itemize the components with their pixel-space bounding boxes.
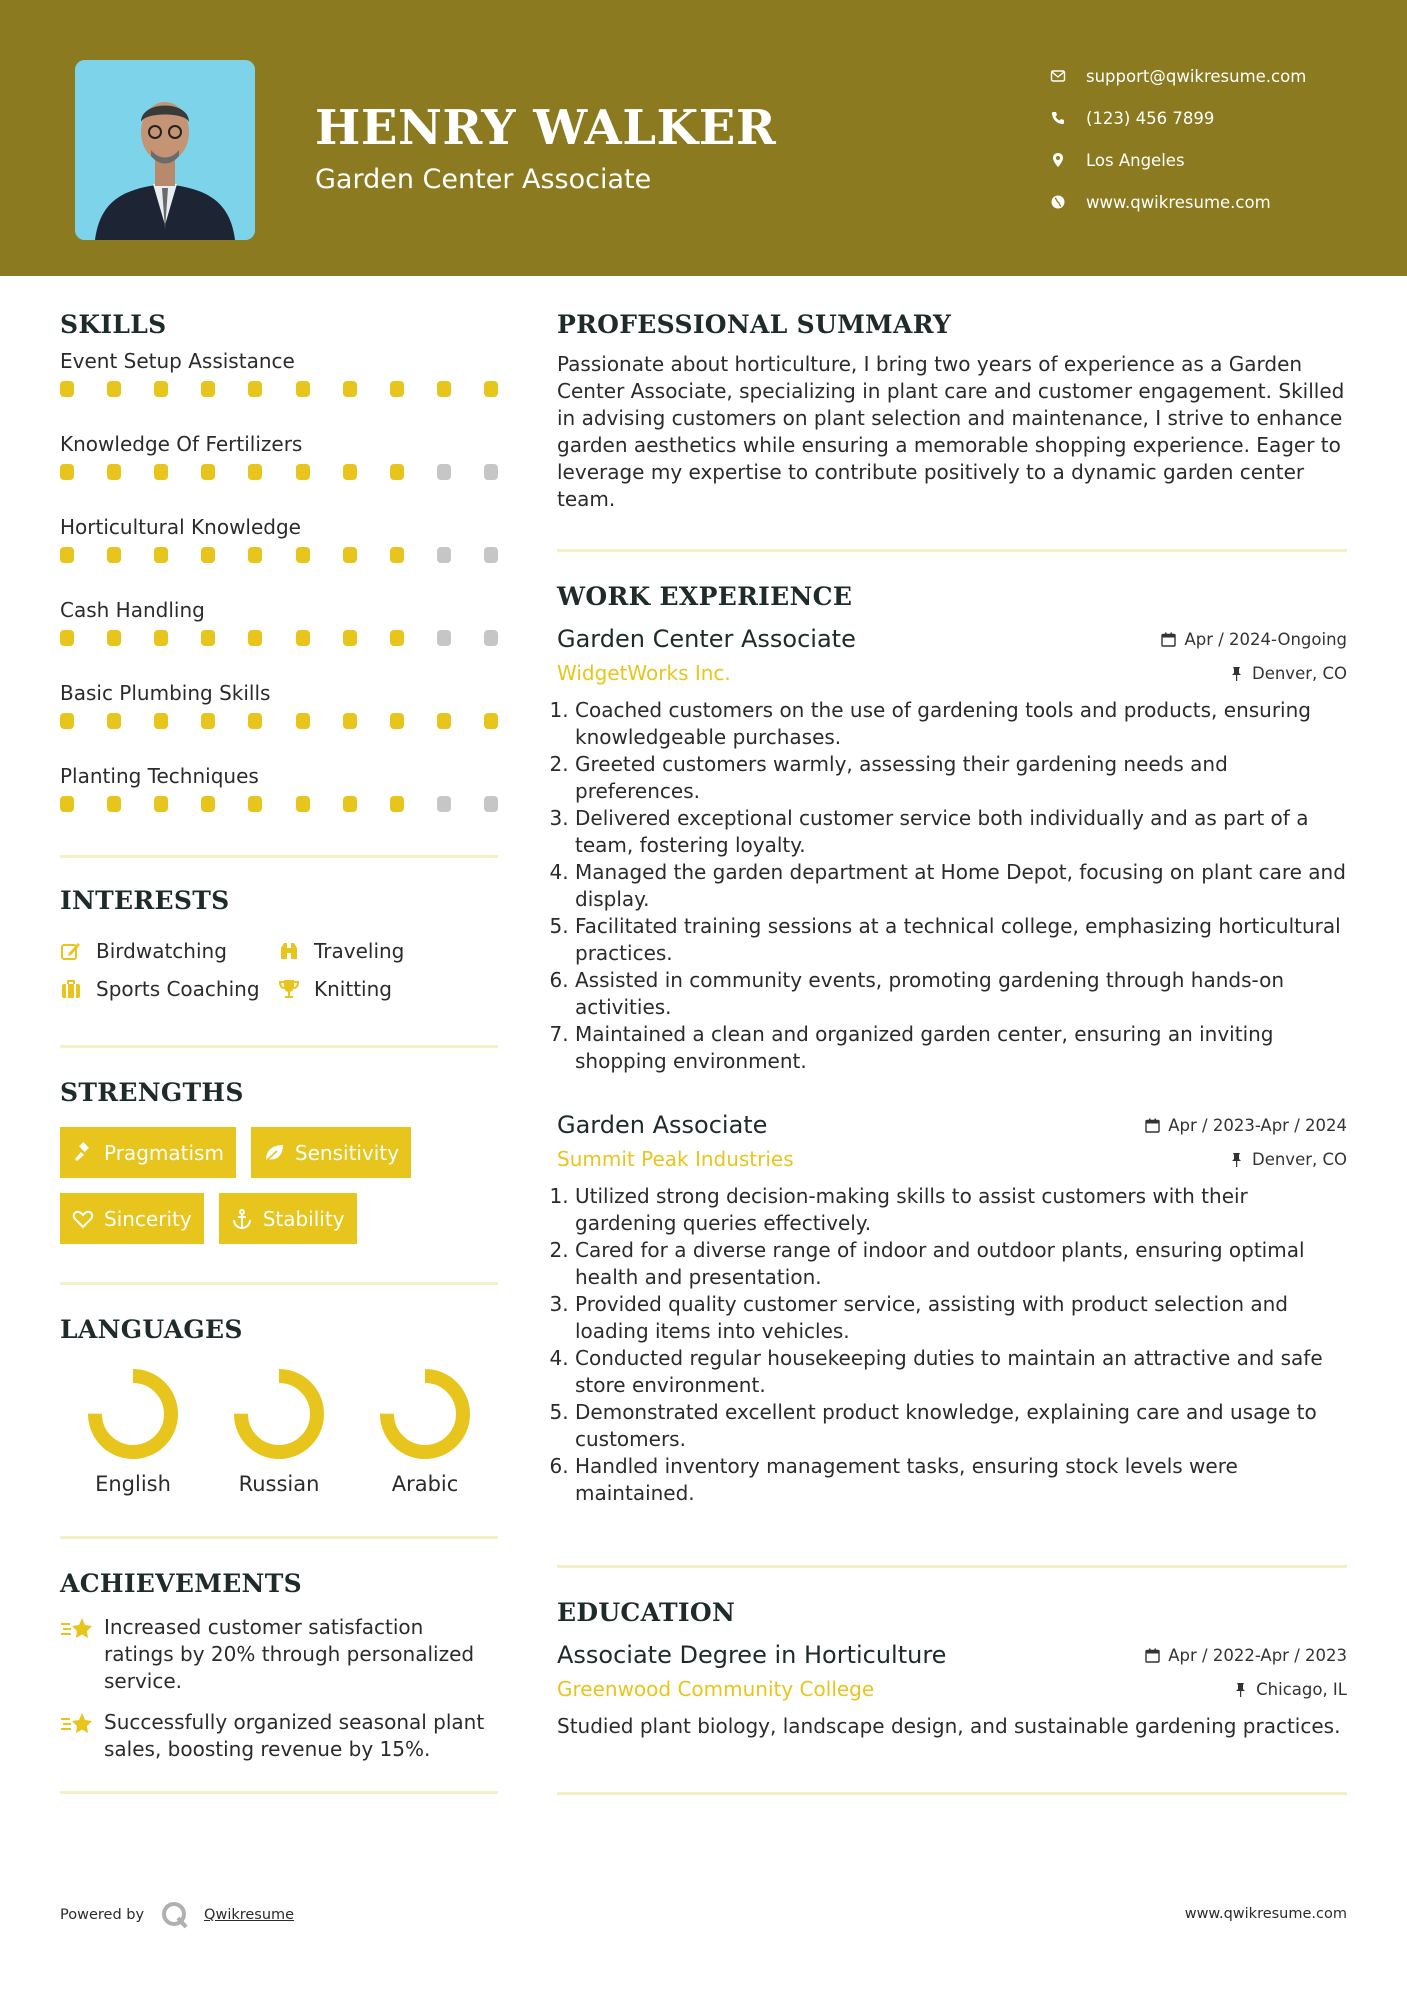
- rating-dot-filled: [201, 547, 215, 563]
- rating-dot-filled: [60, 547, 74, 563]
- interest-label: Knitting: [314, 977, 392, 1001]
- skill-name: Cash Handling: [60, 598, 205, 622]
- company-name: Summit Peak Industries: [557, 1147, 794, 1171]
- rating-dot-filled: [390, 464, 404, 480]
- suitcase-icon: [60, 978, 82, 1000]
- section-divider: [557, 549, 1347, 552]
- anchor-icon: [231, 1208, 253, 1230]
- rating-dot-filled: [60, 381, 74, 397]
- duty-item: 5. Demonstrated excellent product knowledge, explaining care and usage to customers.: [575, 1399, 1347, 1453]
- contact-location-text: Los Angeles: [1086, 150, 1185, 170]
- interests-heading: INTERESTS: [60, 886, 230, 915]
- skills-list: [60, 349, 498, 837]
- skill-rating: [60, 630, 498, 646]
- rating-dot-filled: [248, 464, 262, 480]
- rating-dot-filled: [107, 796, 121, 812]
- job-date-text: Apr / 2024-Ongoing: [1184, 630, 1347, 649]
- rating-dot-filled: [107, 464, 121, 480]
- achievement-text: Increased customer satisfaction ratings by 20% through personalized service.: [104, 1615, 475, 1693]
- job-location-text: Denver, CO: [1251, 663, 1347, 683]
- rating-dot-filled: [484, 381, 498, 397]
- rating-dot-filled: [60, 464, 74, 480]
- envelope-icon: [1050, 68, 1066, 84]
- rating-dot-filled: [343, 381, 357, 397]
- candidate-name: HENRY WALKER: [315, 100, 777, 156]
- language-name: English: [95, 1472, 171, 1496]
- rating-dot-empty: [437, 547, 451, 563]
- skill-rating: [60, 547, 498, 563]
- rating-dot-filled: [296, 547, 310, 563]
- interest-item: [60, 939, 278, 963]
- strengths-heading: STRENGTHS: [60, 1078, 244, 1107]
- skill-name: Horticultural Knowledge: [60, 515, 301, 539]
- rating-dot-filled: [201, 796, 215, 812]
- contact-location: [1050, 139, 1306, 181]
- rating-dot-filled: [296, 381, 310, 397]
- rating-dot-empty: [484, 630, 498, 646]
- rating-dot-empty: [484, 796, 498, 812]
- leaf-icon: [263, 1142, 285, 1164]
- rating-dot-filled: [154, 713, 168, 729]
- contact-website[interactable]: [1050, 181, 1306, 223]
- skill-item: [60, 432, 498, 505]
- job-title: Garden Associate: [557, 1111, 768, 1139]
- strength-pill: [60, 1193, 204, 1244]
- rating-dot-filled: [201, 381, 215, 397]
- rating-dot-filled: [390, 713, 404, 729]
- section-divider: [557, 1565, 1347, 1568]
- job-location-text: Denver, CO: [1251, 1149, 1347, 1169]
- job-location: [1229, 664, 1347, 683]
- rating-dot-filled: [248, 796, 262, 812]
- education-location: [1233, 1680, 1347, 1699]
- powered-by-label: Powered by: [60, 1907, 145, 1923]
- shooting-star-icon: [60, 1614, 94, 1644]
- languages-list: [60, 1366, 498, 1496]
- rating-dot-filled: [201, 464, 215, 480]
- achievement-item: [60, 1709, 498, 1763]
- rating-dot-filled: [390, 547, 404, 563]
- rating-dot-filled: [154, 796, 168, 812]
- phone-icon: [1050, 110, 1066, 126]
- achievement-item: [60, 1614, 498, 1695]
- rating-dot-filled: [248, 713, 262, 729]
- rating-dot-filled: [437, 381, 451, 397]
- candidate-title: Garden Center Associate: [315, 164, 652, 195]
- shooting-star-icon: [60, 1709, 94, 1739]
- duty-item: 4. Managed the garden department at Home Depot, focusing on plant care and display.: [575, 859, 1347, 913]
- duty-item: 3. Delivered exceptional customer service both individually and as part of a team, fostering loyalty.: [575, 805, 1347, 859]
- education-section: [557, 1598, 1347, 1740]
- pushpin-icon: [1229, 666, 1244, 681]
- section-divider: [60, 1282, 498, 1285]
- interest-item: [278, 977, 498, 1001]
- rating-dot-filled: [343, 547, 357, 563]
- degree-title: Associate Degree in Horticulture: [557, 1641, 947, 1669]
- interest-label: Birdwatching: [96, 939, 227, 963]
- job-date-text: Apr / 2023-Apr / 2024: [1168, 1116, 1347, 1135]
- contact-phone-text: (123) 456 7899: [1086, 108, 1215, 128]
- binoculars-icon: [278, 940, 300, 962]
- rating-dot-filled: [343, 464, 357, 480]
- skill-item: [60, 515, 498, 588]
- rating-dot-filled: [248, 547, 262, 563]
- job-location: [1229, 1150, 1347, 1169]
- section-divider: [60, 1536, 498, 1539]
- skill-item: [60, 764, 498, 837]
- rating-dot-filled: [484, 713, 498, 729]
- skill-name: Knowledge Of Fertilizers: [60, 432, 303, 456]
- strength-pill: [251, 1127, 411, 1178]
- duty-item: 2. Greeted customers warmly, assessing their gardening needs and preferences.: [575, 751, 1347, 805]
- rating-dot-filled: [60, 796, 74, 812]
- education-description: Studied plant biology, landscape design, and sustainable gardening practices.: [557, 1714, 1341, 1738]
- skill-name: Planting Techniques: [60, 764, 259, 788]
- rating-dot-filled: [107, 713, 121, 729]
- profile-photo: [75, 60, 255, 240]
- rating-dot-filled: [201, 630, 215, 646]
- experience-section: [557, 582, 1347, 1507]
- interests-section: [60, 886, 498, 1001]
- contact-email-text: support@qwikresume.com: [1086, 66, 1307, 86]
- education-location-text: Chicago, IL: [1256, 1679, 1347, 1699]
- rating-dot-filled: [296, 713, 310, 729]
- contact-list: [1050, 55, 1306, 223]
- strength-label: Pragmatism: [104, 1140, 224, 1165]
- job-date: [1145, 1116, 1347, 1135]
- school-name: Greenwood Community College: [557, 1677, 875, 1701]
- rating-dot-filled: [343, 796, 357, 812]
- skill-item: [60, 598, 498, 671]
- skill-name: Event Setup Assistance: [60, 349, 295, 373]
- interest-label: Traveling: [314, 939, 405, 963]
- rating-dot-empty: [437, 464, 451, 480]
- achievements-heading: ACHIEVEMENTS: [60, 1569, 302, 1598]
- duty-item: 6. Assisted in community events, promoting gardening through hands-on activities.: [575, 967, 1347, 1021]
- rating-dot-filled: [107, 547, 121, 563]
- pencil-edit-icon: [60, 940, 82, 962]
- duty-item: 4. Conducted regular housekeeping duties to maintain an attractive and safe store environment.: [575, 1345, 1347, 1399]
- interest-item: [60, 977, 278, 1001]
- rating-dot-filled: [107, 630, 121, 646]
- resume-header: [0, 0, 1407, 276]
- heart-icon: [72, 1208, 94, 1230]
- duty-item: 2. Cared for a diverse range of indoor and outdoor plants, ensuring optimal health and presentation.: [575, 1237, 1347, 1291]
- strengths-list: [60, 1127, 498, 1244]
- duty-item: 7. Maintained a clean and organized garden center, ensuring an inviting shopping environment.: [575, 1021, 1347, 1075]
- gavel-icon: [72, 1142, 94, 1164]
- strength-label: Sincerity: [104, 1206, 192, 1231]
- section-divider: [60, 1045, 498, 1048]
- section-divider: [557, 1792, 1347, 1795]
- duties-list: [557, 1183, 1347, 1507]
- strength-label: Stability: [262, 1206, 345, 1231]
- skill-item: [60, 681, 498, 754]
- rating-dot-filled: [201, 713, 215, 729]
- language-item: [352, 1366, 498, 1496]
- job-entry: [557, 625, 1347, 1075]
- rating-dot-filled: [60, 713, 74, 729]
- location-pin-icon: [1050, 152, 1066, 168]
- duty-item: 3. Provided quality customer service, assisting with product selection and loading items into vehicles.: [575, 1291, 1347, 1345]
- footer-website-link[interactable]: www.qwikresume.com: [1184, 1906, 1347, 1922]
- rating-dot-filled: [154, 381, 168, 397]
- job-date: [1161, 630, 1347, 649]
- pushpin-icon: [1233, 1682, 1248, 1697]
- rating-dot-filled: [154, 464, 168, 480]
- duties-list: [557, 697, 1347, 1075]
- rating-dot-empty: [437, 630, 451, 646]
- duty-item: 1. Coached customers on the use of gardening tools and products, ensuring knowledgeable purchases.: [575, 697, 1347, 751]
- rating-dot-filled: [296, 464, 310, 480]
- contact-website-text: www.qwikresume.com: [1086, 192, 1271, 212]
- rating-dot-empty: [484, 547, 498, 563]
- skill-name: Basic Plumbing Skills: [60, 681, 271, 705]
- summary-section: [557, 310, 1347, 513]
- rating-dot-empty: [484, 464, 498, 480]
- trophy-icon: [278, 978, 300, 1000]
- skill-item: [60, 349, 498, 422]
- rating-dot-filled: [437, 713, 451, 729]
- skill-rating: [60, 381, 498, 397]
- skills-section: [60, 310, 498, 837]
- achievements-section: [60, 1569, 498, 1763]
- footer-powered-by: [60, 1900, 294, 1930]
- rating-dot-filled: [343, 713, 357, 729]
- summary-heading: PROFESSIONAL SUMMARY: [557, 310, 952, 339]
- rating-dot-filled: [248, 381, 262, 397]
- rating-dot-filled: [154, 547, 168, 563]
- rating-dot-filled: [60, 630, 74, 646]
- language-gauge: [85, 1366, 181, 1462]
- rating-dot-filled: [390, 630, 404, 646]
- language-gauge: [377, 1366, 473, 1462]
- duty-item: 5. Facilitated training sessions at a technical college, emphasizing horticultural practices.: [575, 913, 1347, 967]
- strength-label: Sensitivity: [294, 1140, 400, 1165]
- duty-item: 1. Utilized strong decision-making skills to assist customers with their gardening queries effectively.: [575, 1183, 1347, 1237]
- qwikresume-logo-icon: [160, 1900, 190, 1930]
- footer-brand-link[interactable]: Qwikresume: [204, 1907, 295, 1923]
- education-date: [1145, 1646, 1347, 1665]
- left-column: [60, 310, 498, 1794]
- language-name: Russian: [238, 1472, 320, 1496]
- strengths-section: [60, 1078, 498, 1244]
- globe-icon: [1050, 194, 1066, 210]
- rating-dot-filled: [154, 630, 168, 646]
- rating-dot-empty: [437, 796, 451, 812]
- duty-item: 6. Handled inventory management tasks, ensuring stock levels were maintained.: [575, 1453, 1347, 1507]
- right-column: [557, 310, 1347, 1795]
- interest-label: Sports Coaching: [96, 977, 260, 1001]
- job-entry: [557, 1111, 1347, 1507]
- language-item: [60, 1366, 206, 1496]
- skills-heading: SKILLS: [60, 310, 167, 339]
- section-divider: [60, 855, 498, 858]
- section-divider: [60, 1791, 498, 1794]
- job-title: Garden Center Associate: [557, 625, 856, 653]
- rating-dot-filled: [107, 381, 121, 397]
- skill-rating: [60, 464, 498, 480]
- summary-text: Passionate about horticulture, I bring two years of experience as a Garden Center Associate, specializing in plant care and customer engagement. Skilled in advising customers on plant selection and maintenance, I strive to enhance garden aesthetics while ensuring a memorable shopping experience. Eager to leverage my expertise to contribute positively to a dynamic garden center team.: [557, 352, 1345, 511]
- calendar-icon: [1145, 1118, 1160, 1133]
- contact-phone[interactable]: [1050, 97, 1306, 139]
- rating-dot-filled: [343, 630, 357, 646]
- languages-heading: LANGUAGES: [60, 1315, 243, 1344]
- pushpin-icon: [1229, 1152, 1244, 1167]
- skill-rating: [60, 713, 498, 729]
- strength-pill: [219, 1193, 357, 1244]
- language-item: [206, 1366, 352, 1496]
- rating-dot-filled: [390, 381, 404, 397]
- language-name: Arabic: [391, 1472, 459, 1496]
- company-name: WidgetWorks Inc.: [557, 661, 731, 685]
- calendar-icon: [1161, 632, 1176, 647]
- rating-dot-filled: [390, 796, 404, 812]
- experience-heading: WORK EXPERIENCE: [557, 582, 853, 611]
- languages-section: [60, 1315, 498, 1496]
- education-heading: EDUCATION: [557, 1598, 736, 1627]
- education-date-text: Apr / 2022-Apr / 2023: [1168, 1646, 1347, 1665]
- language-gauge: [231, 1366, 327, 1462]
- strength-pill: [60, 1127, 236, 1178]
- calendar-icon: [1145, 1648, 1160, 1663]
- rating-dot-filled: [296, 796, 310, 812]
- contact-email[interactable]: [1050, 55, 1306, 97]
- skill-rating: [60, 796, 498, 812]
- rating-dot-filled: [248, 630, 262, 646]
- interests-list: [60, 939, 498, 1001]
- rating-dot-filled: [296, 630, 310, 646]
- achievement-text: Successfully organized seasonal plant sales, boosting revenue by 15%.: [104, 1710, 485, 1761]
- interest-item: [278, 939, 498, 963]
